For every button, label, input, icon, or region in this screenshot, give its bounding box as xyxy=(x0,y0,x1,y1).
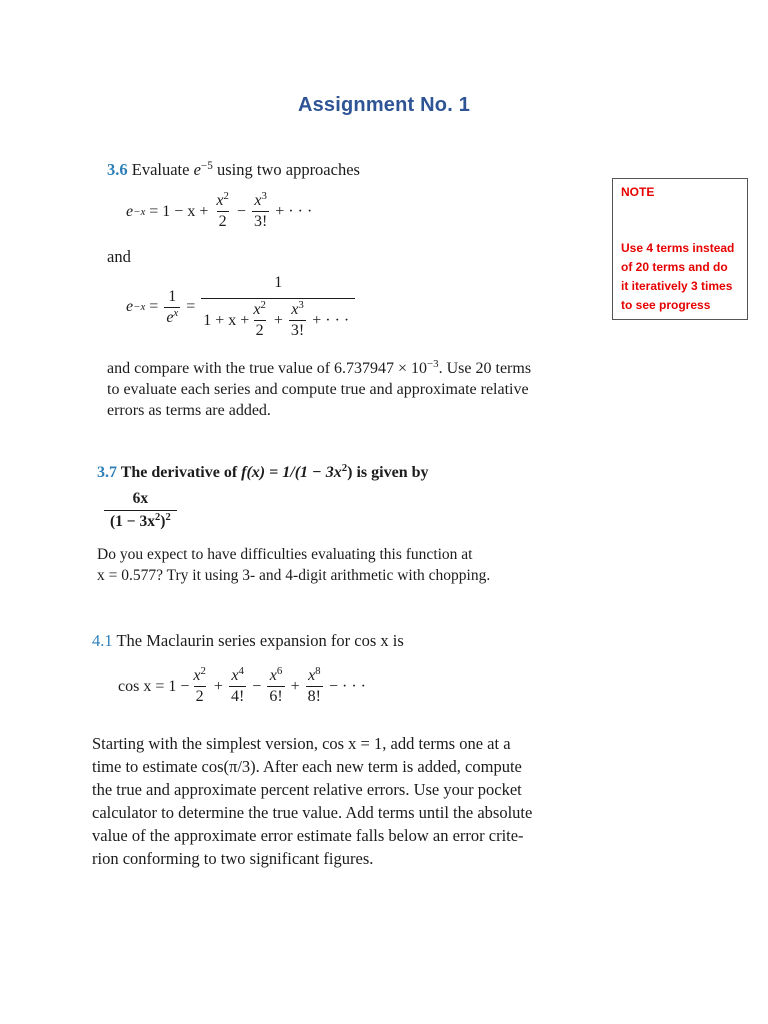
stem-text: ) is given by xyxy=(347,464,429,481)
eq-tail: + · · · xyxy=(275,202,313,220)
fraction xyxy=(191,667,208,706)
eq-op: + xyxy=(290,677,300,695)
note-line: it iteratively 3 times xyxy=(621,279,733,293)
frac-den: (1 − 3x xyxy=(110,513,155,530)
frac-num-sup: 2 xyxy=(223,190,229,203)
problem-3-7-paragraph xyxy=(97,544,490,586)
para-sup: −3 xyxy=(427,358,439,371)
note-box xyxy=(612,178,748,320)
eq-tail: − · · · xyxy=(329,677,367,695)
equation-cos-series xyxy=(118,667,370,706)
fraction xyxy=(229,667,246,706)
eq-op: = xyxy=(186,298,196,315)
problem-4-1-heading xyxy=(92,631,404,651)
frac-num: x xyxy=(253,301,261,318)
frac-num-sup: 8 xyxy=(315,665,321,678)
para-line: to evaluate each series and compute true and approximate relative xyxy=(107,381,529,398)
problem-3-6-paragraph xyxy=(107,358,531,421)
para-text: . Use 20 terms xyxy=(438,360,532,377)
frac-num: x xyxy=(308,667,316,684)
eq-rhs: = 1 − x + xyxy=(149,202,209,220)
frac-den-sup: 2 xyxy=(155,512,161,524)
para-line: x = 0.577? Try it using 3- and 4-digit arithmetic with chopping. xyxy=(97,567,491,584)
para-line: Do you expect to have difficulties evaluating this function at xyxy=(97,546,473,563)
equation-e-series: e −x = 1 − x + $\frac{x^2}{2}$ − $\frac{x^3}{3!}$ + · · · xyxy=(126,190,313,230)
prompt-text: Evaluate xyxy=(131,160,190,179)
big-fraction xyxy=(201,274,355,340)
frac-num: x xyxy=(254,192,262,209)
frac-num-sup: 2 xyxy=(260,299,266,312)
frac-num: x xyxy=(231,667,239,684)
derivative-fraction xyxy=(104,490,177,531)
para-line: rion conforming to two significant figures. xyxy=(92,849,374,868)
frac-num-sup: 2 xyxy=(200,665,206,678)
eq-op: + xyxy=(273,311,283,329)
para-line: value of the approximate error estimate falls below an error crite- xyxy=(92,826,524,845)
stem-text: The Maclaurin series expansion for cos x is xyxy=(116,631,404,650)
frac-den: e xyxy=(166,308,174,326)
stem-sup: 2 xyxy=(341,462,348,475)
eq-lhs: e xyxy=(126,202,134,220)
frac-den: 8! xyxy=(307,688,321,705)
fraction xyxy=(251,301,268,340)
eq-lhs: cos x = 1 − xyxy=(118,677,190,695)
eq-op: = xyxy=(149,298,159,315)
stem-fx: f(x) = 1/(1 − 3x xyxy=(241,464,342,481)
frac-num-sup: 3 xyxy=(261,190,267,203)
frac-den: 2 xyxy=(195,688,204,705)
para-line: errors as terms are added. xyxy=(107,402,271,419)
frac-den: 3! xyxy=(253,213,268,230)
para-text: and compare with the true value of 6.737947 × 10 xyxy=(107,360,428,377)
frac-num: 6x xyxy=(132,490,149,507)
problem-3-6-heading xyxy=(107,160,360,180)
para-line: Starting with the simplest version, cos x = 1, add terms one at a xyxy=(92,734,511,753)
note-line: of 20 terms and do xyxy=(621,260,728,274)
and-label: and xyxy=(107,247,131,266)
note-heading: NOTE xyxy=(621,185,655,199)
frac-den-sup: x xyxy=(173,306,179,319)
eq-op: − xyxy=(252,677,262,695)
frac-den: 3! xyxy=(290,322,305,339)
equation-e-reciprocal: e −x = $\frac{1}{e^x}$ = 1 1 + x + $\frac{x^2}{2}$ + $\frac{x^3}{3!}$ + · · · xyxy=(126,274,357,340)
frac-num: x xyxy=(193,667,201,684)
frac-den: 2 xyxy=(255,322,264,339)
problem-3-7-heading xyxy=(97,464,429,482)
frac-num: x xyxy=(291,301,299,318)
frac-num-sup: 6 xyxy=(276,665,283,678)
fraction xyxy=(306,667,323,706)
note-line: Use 4 terms instead xyxy=(621,241,735,255)
frac-num: 1 xyxy=(274,274,283,291)
prompt-rest: using two approaches xyxy=(216,160,360,179)
exp-base: e xyxy=(193,160,201,179)
fraction xyxy=(164,288,180,327)
eq-op: + xyxy=(213,677,223,695)
problem-number: 3.6 xyxy=(107,160,128,179)
frac-num-sup: 3 xyxy=(298,299,304,312)
frac-num: x xyxy=(269,667,277,684)
problem-number: 4.1 xyxy=(92,631,113,650)
frac-den: 6! xyxy=(269,688,283,705)
exp-power: −5 xyxy=(200,159,213,172)
frac-num: x xyxy=(216,192,224,209)
problem-number: 3.7 xyxy=(97,464,117,481)
frac-den: 2 xyxy=(218,213,227,230)
fraction xyxy=(214,192,231,231)
eq-lhs: e xyxy=(126,298,134,315)
frac-den-sup: 2 xyxy=(165,512,171,524)
eq-op: − xyxy=(236,202,246,220)
fraction xyxy=(252,192,269,231)
fraction xyxy=(289,301,306,340)
problem-4-1-paragraph xyxy=(92,732,532,870)
fraction xyxy=(267,667,284,706)
note-line: to see progress xyxy=(621,298,711,312)
eq-tail: + · · · xyxy=(312,311,350,329)
para-line: time to estimate cos(π/3). After each new term is added, compute xyxy=(92,757,522,776)
note-body xyxy=(621,239,739,315)
frac-den: ) xyxy=(160,513,166,530)
page-title: Assignment No. 1 xyxy=(297,94,471,116)
frac-den: 4! xyxy=(230,688,245,705)
stem-text: The derivative of xyxy=(120,464,238,481)
frac-num-sup: 4 xyxy=(238,665,244,678)
para-line: the true and approximate percent relative errors. Use your pocket xyxy=(92,780,522,799)
para-line: calculator to determine the true value. Add terms until the absolute xyxy=(92,803,533,822)
frac-num: 1 xyxy=(168,287,177,305)
den-part: 1 + x + xyxy=(203,311,250,329)
